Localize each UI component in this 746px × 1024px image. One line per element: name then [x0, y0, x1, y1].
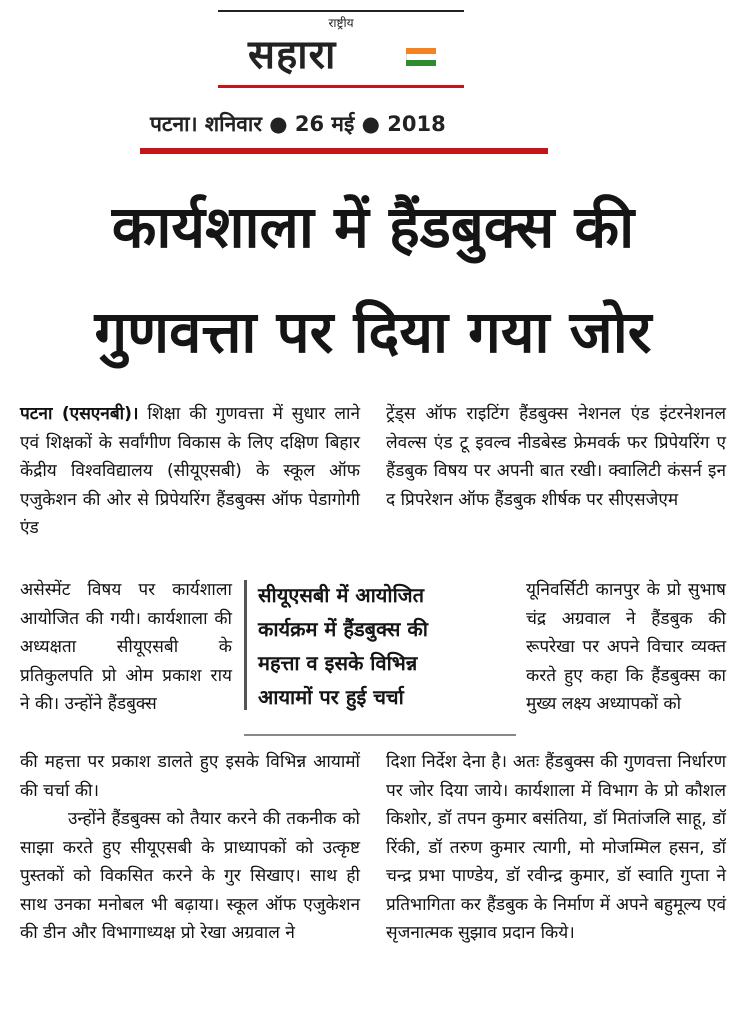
article-para-b2: यूनिवर्सिटी कानपुर के प्रो सुभाष चंद्र अग्रवाल ने हैंडबुक की रूपरेखा पर अपने विचार व्यक्त करते हुए कहा कि हैंडबुक्स का मुख्य लक्ष्य अध्यापकों को — [526, 580, 726, 714]
red-divider-bar — [140, 148, 548, 154]
article-col-left-mid — [20, 576, 232, 719]
dateline: पटना। शनिवार ● 26 मई ● 2018 — [150, 112, 446, 136]
masthead-small-text: राष्ट्रीय — [328, 16, 354, 30]
masthead-top-rule — [218, 10, 464, 12]
article-para-a3-1: की महत्ता पर प्रकाश डालते हुए इसके विभिन्न आयामों की चर्चा की। — [20, 752, 360, 801]
article-col-right-bottom — [386, 748, 726, 948]
tricolor-flag-icon — [406, 48, 436, 66]
pull-quote-line-2: कार्यक्रम में हैंडबुक्स की — [258, 617, 428, 641]
article-col-left-top — [20, 400, 360, 543]
pull-quote-text — [258, 578, 518, 714]
article-para-b1: ट्रेंड्स ऑफ राइटिंग हैंडबुक्स नेशनल एंड इंटरनेशनल लेवल्स एंड टू इवल्व नीडबेस्ड फ्रेमवर्क फर प्रिपेयरिंग ए हैंडबुक विषय पर अपनी बात रखी। क्वालिटी कंसर्न इन द प्रिपरेशन ऑफ हैंडबुक शीर्षक पर सीएसजेएम — [386, 404, 726, 510]
masthead-bottom-rule — [218, 85, 464, 88]
article-dateline: पटना (एसएनबी)। — [20, 404, 139, 424]
headline-line-2: गुणवत्ता पर दिया गया जोर — [94, 298, 652, 366]
pull-quote-line-1: सीयूएसबी में आयोजित — [258, 583, 425, 607]
pull-quote-rule — [244, 580, 247, 710]
article-col-left-bottom — [20, 748, 360, 948]
pull-quote — [244, 576, 516, 736]
pull-quote-bottom-rule — [244, 734, 516, 736]
masthead-logo — [218, 10, 464, 88]
article-para-a2: असेस्मेंट विषय पर कार्यशाला आयोजित की गयी। कार्यशाला की अध्यक्षता सीयूएसबी के प्रतिकुलपति प्रो ओम प्रकाश राय ने की। उन्होंने हैंडबुक्स — [20, 580, 232, 714]
pull-quote-line-3: महत्ता व इसके विभिन्न — [258, 651, 418, 675]
article-para-a3-2: उन्होंने हैंडबुक्स को तैयार करने की तकनीक को साझा करते हुए सीयूएसबी के प्राध्यापकों को उत्कृष्ट पुस्तकों को विकसित करने के गुर सिखाए। साथ ही साथ उनका मनोबल भी बढ़ाया। स्कूल ऑफ एजुकेशन की डीन और विभागाध्यक्ष प्रो रेखा अग्रवाल ने — [20, 809, 360, 943]
headline-line-1: कार्यशाला में हैंडबुक्स की — [111, 193, 635, 261]
article-col-right-mid — [526, 576, 726, 719]
masthead-name: सहारा — [248, 32, 337, 78]
pull-quote-line-4: आयामों पर हुई चर्चा — [258, 685, 404, 709]
article-col-right-top — [386, 400, 726, 514]
article-para-b3: दिशा निर्देश देना है। अतः हैंडबुक्स की गुणवत्ता निर्धारण पर जोर दिया जाये। कार्यशाला में विभाग के प्रो कौशल किशोर, डॉ तपन कुमार बसंतिया, डॉ मितांजलि साहू, डॉ रिंकी, डॉ तरुण कुमार त्यागी, मो मोजम्मिल हसन, डॉ चन्द्र प्रभा पाण्डेय, डॉ रवीन्द्र कुमार, डॉ स्वाति गुप्ता ने प्रतिभागिता कर हैंडबुक के निर्माण में अपने बहुमूल्य एवं सृजनात्मक सुझाव प्रदान किये। — [386, 752, 726, 943]
article-para-a1: शिक्षा की गुणवत्ता में सुधार लाने एवं शिक्षकों के सर्वांगीण विकास के लिए दक्षिण बिहार केंद्रीय विश्वविद्यालय (सीयूएसबी) के स्कूल ऑफ एजुकेशन की ओर से प्रिपेयरिंग हैंडबुक्स ऑफ पेडागोगी एंड — [20, 404, 360, 538]
